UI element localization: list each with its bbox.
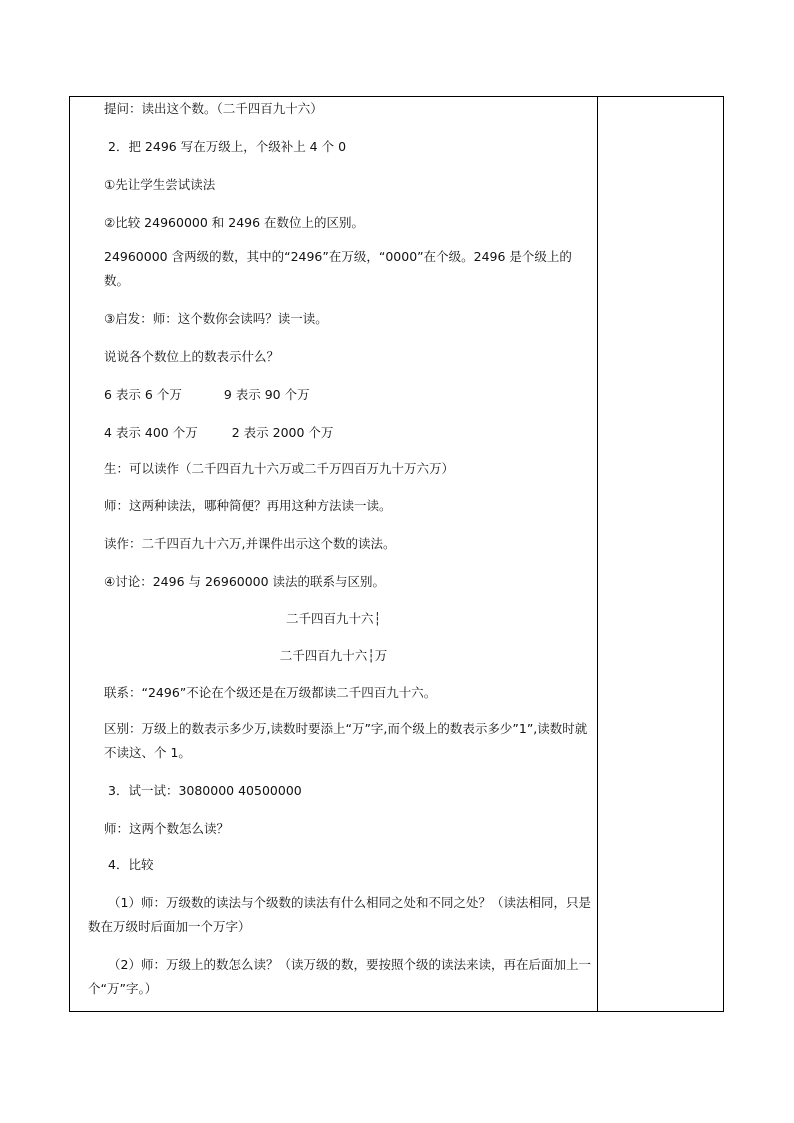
digit-2-text: 2 表示 2000 个万 (231, 425, 334, 440)
line-explain-levels: 24960000 含两级的数，其中的“2496”在万级，“0000”在个级。2496 是个级上的数。 (104, 249, 572, 288)
digit-4-text: 4 表示 400 个万 (104, 425, 198, 440)
line-teacher-simpler: 师：这两种读法，哪种简便？再用这种方法读一读。 (104, 498, 392, 513)
line-digits-row-1 (104, 383, 592, 407)
line-try-it: 3．试一试：3080000 40500000 (108, 783, 302, 798)
line-try-read: ①先让学生尝试读法 (104, 177, 216, 192)
column-divider (597, 97, 598, 1011)
line-compare-2: （2）师：万级上的数怎么读？（读万级的数，要按照个级的读法来读，再在后面加上一个“万”字。） (88, 957, 591, 996)
line-how-read: 师：这两个数怎么读？ (104, 821, 230, 836)
line-discussion: ④讨论：2496 与 26960000 读法的联系与区别。 (104, 574, 386, 589)
digit-6-text: 6 表示 6 个万 (104, 387, 182, 402)
line-step-2: 2．把 2496 写在万级上，个级补上 4 个 0 (108, 139, 347, 154)
line-reading-ones: 二千四百九十六┆ (285, 611, 382, 626)
line-compare: ②比较 24960000 和 2496 在数位上的区别。 (104, 215, 365, 230)
line-digits-meaning: 说说各个数位上的数表示什么？ (104, 349, 280, 364)
line-difference: 区别：万级上的数表示多少万,读数时要添上“万”字,而个级上的数表示多少”1”,读数时就不读这、个 1。 (104, 721, 588, 760)
line-digits-row-2 (104, 421, 592, 445)
line-question: 提问：读出这个数。（二千四百九十六） (104, 101, 323, 116)
line-inspire: ③启发：师：这个数你会读吗？读一读。 (104, 311, 328, 326)
line-compare-1: （1）师：万级数的读法与个级数的读法有什么相同之处和不同之处？（读法相同，只是数在万级时后面加一个万字） (88, 895, 591, 934)
line-compare-heading: 4．比较 (108, 857, 154, 872)
content-cell (70, 97, 597, 1011)
line-read-as: 读作：二千四百九十六万,并课件出示这个数的读法。 (104, 536, 396, 551)
line-reading-wan: 二千四百九十六┆万 (279, 648, 388, 663)
line-connection: 联系：“2496”不论在个级还是在万级都读二千四百九十六。 (104, 685, 437, 700)
digit-9-text: 9 表示 90 个万 (223, 387, 310, 402)
line-student-answer: 生：可以读作（二千四百九十六万或二千万四百万九十万六万） (104, 461, 455, 476)
lesson-table (69, 96, 724, 1012)
